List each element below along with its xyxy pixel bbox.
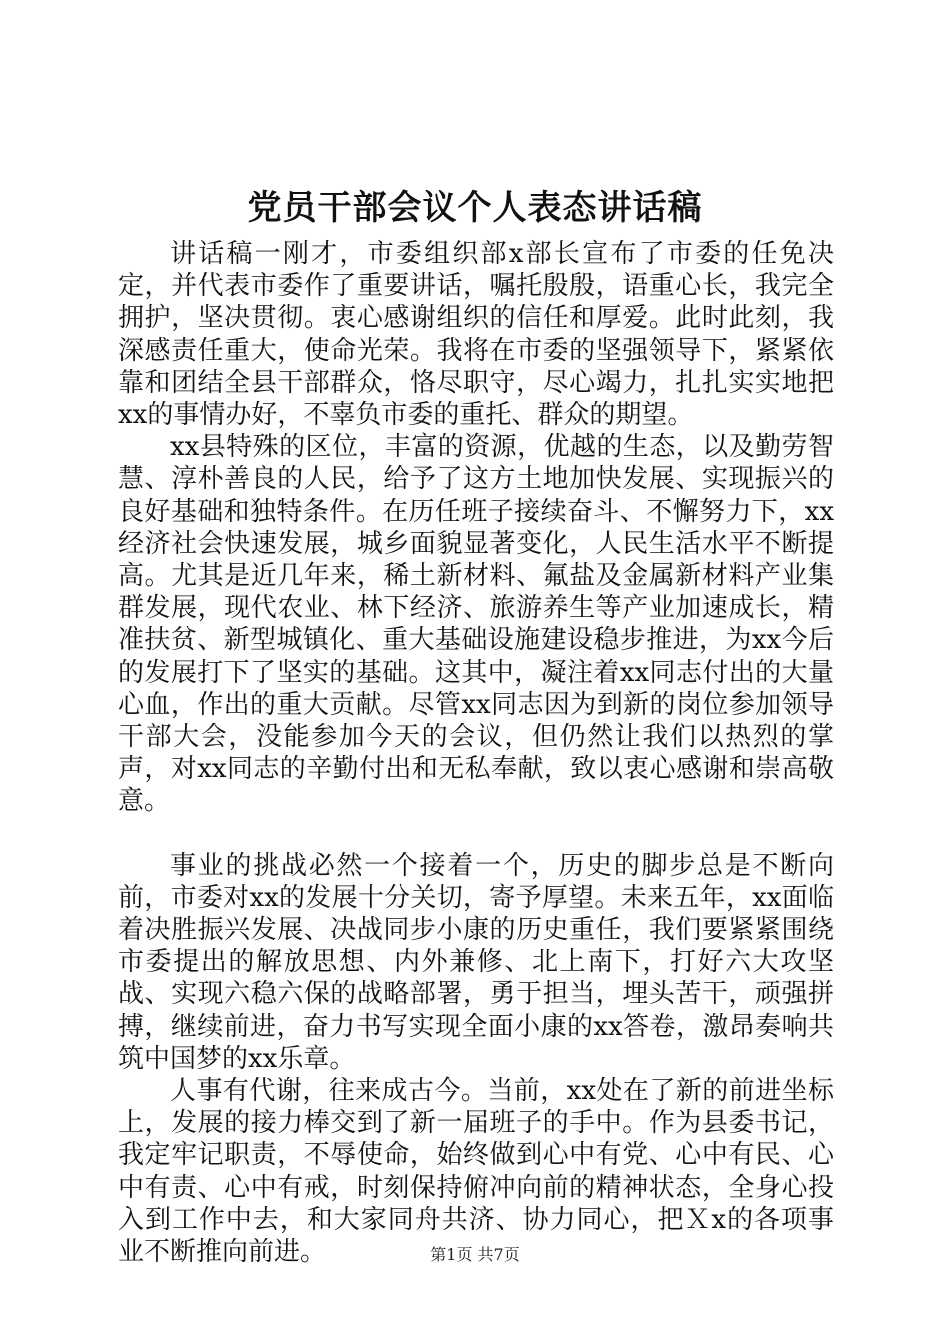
document-body [118, 238, 834, 1268]
paragraph-3: 事业的挑战必然一个接着一个，历史的脚步总是不断向前，市委对xx的发展十分关切，寄予厚望。未来五年，xx面临着决胜振兴发展、决战同步小康的历史重任，我们要紧紧围绕市委提出的解放思想、内外兼修、北上南下，打好六大攻坚战、实现六稳六保的战略部署，勇于担当，埋头苦干，顽强拼搏，继续前进，奋力书写实现全面小康的xx答卷，激昂奏响共筑中国梦的xx乐章。 [118, 850, 834, 1074]
document-title: 党员干部会议个人表态讲话稿 [247, 188, 703, 228]
paragraph-1: 讲话稿一刚才，市委组织部x部长宣布了市委的任免决定，并代表市委作了重要讲话，嘱托殷殷，语重心长，我完全拥护，坚决贯彻。衷心感谢组织的信任和厚爱。此时此刻，我深感责任重大，使命光荣。我将在市委的坚强领导下，紧紧依靠和团结全县干部群众，恪尽职守，尽心竭力，扎扎实实地把xx的事情办好，不辜负市委的重托、群众的期望。 [118, 239, 834, 431]
paragraph-2: xx县特殊的区位，丰富的资源，优越的生态，以及勤劳智慧、淳朴善良的人民，给予了这方土地加快发展、实现振兴的良好基础和独特条件。在历任班子接续奋斗、不懈努力下，xx经济社会快速发展，城乡面貌显著变化，人民生活水平不断提高。尤其是近几年来，稀土新材料、氟盐及金属新材料产业集群发展，现代农业、林下经济、旅游养生等产业加速成长，精准扶贫、新型城镇化、重大基础设施建设稳步推进，为xx今后的发展打下了坚实的基础。这其中，凝注着xx同志付出的大量心血，作出的重大贡献。尽管xx同志因为到新的岗位参加领导干部大会，没能参加今天的会议，但仍然让我们以热烈的掌声，对xx同志的辛勤付出和无私奉献，致以衷心感谢和崇高敬意。 [118, 432, 834, 817]
page-footer: 第1页 共7页 [430, 1245, 520, 1264]
paragraph-4: 人事有代谢，往来成古今。当前，xx处在了新的前进坐标上，发展的接力棒交到了新一届班子的手中。作为县委书记，我定牢记职责，不辱使命，始终做到心中有党、心中有民、心中有责、心中有戒，时刻保持俯冲向前的精神状态，全身心投入到工作中去，和大家同舟共济、协力同心，把Ｘx的各项事业不断推向前进。 [118, 1076, 834, 1268]
